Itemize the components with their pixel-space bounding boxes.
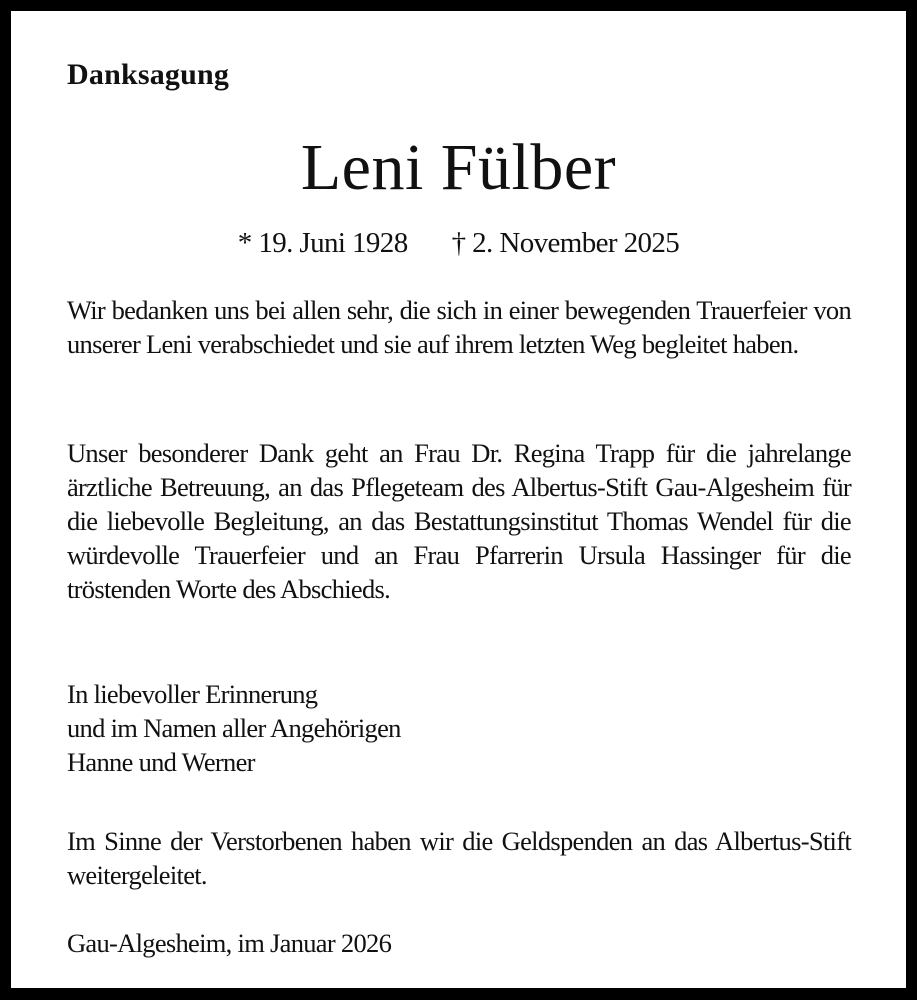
closing-block [67,677,851,779]
birth-date: * 19. Juni 1928 [237,227,408,259]
place-and-date: Gau-Algesheim, im Januar 2026 [67,928,392,958]
obituary-notice [11,11,906,988]
signatories: Hanne und Werner [67,747,255,777]
death-date: † 2. November 2025 [451,227,680,259]
thanks-paragraph: Wir bedanken uns bei allen sehr, die sich in einer bewegenden Trauerfeier von unserer Leni verabschiedet und sie auf ihrem letzten Weg begleitet haben. [67,295,851,359]
life-dates [11,227,906,260]
closing-line: In liebevoller Erinnerung [67,679,318,709]
donation-note: Im Sinne der Verstorbenen haben wir die Geldspenden an das Albertus-Stift weitergeleitet. [67,826,851,890]
special-thanks-paragraph: Unser besonderer Dank geht an Frau Dr. Regina Trapp für die jahrelange ärztliche Betreuung, an das Pflegeteam des Albertus-Stift Gau-Algesheim für die liebevolle Begleitung, an das Bestattungsinstitut Thomas Wendel für die würdevolle Trauerfeier und an Frau Pfarrerin Ursula Hassinger für die tröstenden Worte des Abschieds. [67,438,851,604]
closing-line: und im Namen aller Angehörigen [67,713,401,743]
deceased-name: Leni Fülber [300,131,617,204]
notice-heading: Danksagung [67,58,230,91]
